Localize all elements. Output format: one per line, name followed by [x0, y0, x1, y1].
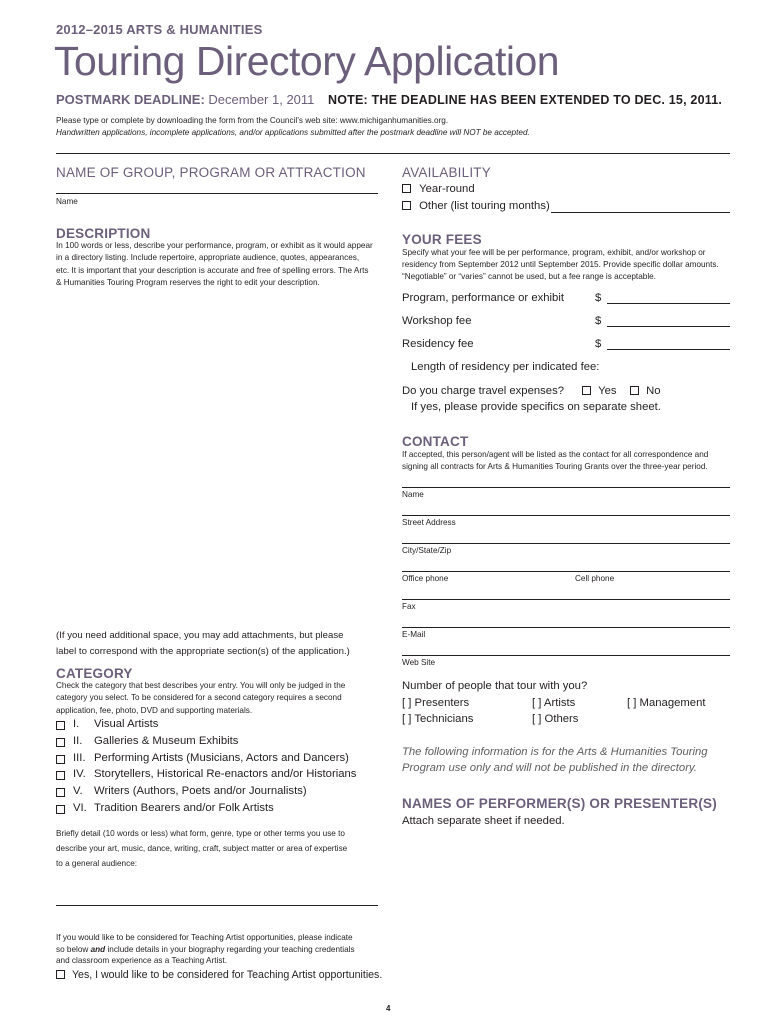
fee-label: Program, performance or exhibit [402, 292, 564, 304]
fax-label: Fax [402, 602, 416, 611]
tour-option-others[interactable]: [ ] Others [532, 713, 579, 725]
contact-name-label: Name [402, 490, 424, 499]
checkbox[interactable] [56, 738, 65, 747]
checkbox[interactable] [402, 184, 411, 193]
residency-length-label: Length of residency per indicated fee: [411, 361, 600, 373]
website-label: Web Site [402, 658, 436, 667]
group-heading: NAME OF GROUP, PROGRAM OR ATTRACTION [56, 165, 366, 180]
category-label: Storytellers, Historical Re-enactors and/or Historians [94, 768, 357, 780]
travel-no-option[interactable] [630, 385, 661, 397]
teaching-line-2c: include details in your biography regarding your teaching credentials [107, 944, 355, 954]
subtitle: 2012–2015 ARTS & HUMANITIES [56, 22, 263, 37]
tour-option-management[interactable]: [ ] Management [627, 697, 706, 709]
category-option-6[interactable] [56, 802, 376, 817]
city-state-zip-field[interactable] [402, 543, 730, 544]
category-option-1[interactable] [56, 718, 376, 733]
availability-heading: AVAILABILITY [402, 165, 491, 180]
performers-area[interactable] [402, 834, 730, 994]
tour-option-presenters[interactable]: [ ] Presenters [402, 697, 470, 709]
group-name-field[interactable] [56, 193, 378, 194]
category-option-5[interactable] [56, 785, 376, 800]
detail-line-1: Briefly detail (10 words or less) what form, genre, type or other terms you use to [56, 829, 345, 838]
internal-note-line-2: Program use only and will not be published in the directory. [402, 762, 697, 774]
checkbox[interactable] [56, 805, 65, 814]
contact-heading: CONTACT [402, 434, 469, 449]
city-state-zip-label: City/State/Zip [402, 546, 452, 555]
dollar-sign: $ [595, 315, 602, 327]
contact-name-field[interactable] [402, 487, 730, 488]
checkbox[interactable] [56, 721, 65, 730]
category-number: I. [73, 718, 80, 730]
no-label: No [646, 385, 661, 397]
group-name-label: Name [56, 197, 78, 206]
teaching-line-2a: so below [56, 944, 89, 954]
checkbox[interactable] [56, 771, 65, 780]
category-label: Galleries & Museum Exhibits [94, 735, 239, 747]
page-title: Touring Directory Application [54, 38, 560, 84]
category-heading: CATEGORY [56, 666, 133, 681]
category-label: Performing Artists (Musicians, Actors and Dancers) [94, 752, 349, 764]
checkbox[interactable] [56, 755, 65, 764]
performers-note: Attach separate sheet if needed. [402, 815, 565, 827]
tour-option-technicians[interactable]: [ ] Technicians [402, 713, 474, 725]
description-area[interactable] [56, 300, 378, 622]
attachments-note-line-2: label to correspond with the appropriate section(s) of the application.) [56, 646, 350, 657]
checkbox[interactable] [56, 970, 65, 979]
phone-field[interactable] [402, 571, 730, 572]
website-field[interactable] [402, 655, 730, 656]
dollar-sign: $ [595, 338, 602, 350]
header-divider [56, 153, 730, 154]
teaching-line-1: If you would like to be considered for Teaching Artist opportunities, please indicate [56, 933, 353, 942]
travel-yes-option[interactable] [582, 385, 617, 397]
checkbox[interactable] [56, 788, 65, 797]
fax-field[interactable] [402, 599, 730, 600]
availability-other[interactable] [402, 200, 550, 212]
travel-followup: If yes, please provide specifics on separate sheet. [411, 401, 661, 413]
teaching-option[interactable] [56, 969, 382, 981]
touring-months-field[interactable] [551, 212, 730, 213]
category-option-2[interactable] [56, 735, 376, 750]
tour-question: Number of people that tour with you? [402, 680, 588, 692]
category-instructions: Check the category that best describes your entry. You will only be judged in the category you select. To be considered for a second category requires a second application, fee, photo, DVD and supporting materials. [56, 681, 346, 715]
office-phone-label: Office phone [402, 574, 449, 583]
teaching-line-2b: and [90, 944, 106, 954]
category-number: VI. [73, 802, 87, 814]
internal-note-line-1: The following information is for the Arts & Humanities Touring [402, 746, 708, 758]
tour-option-artists[interactable]: [ ] Artists [532, 697, 576, 709]
attachments-note [56, 628, 350, 660]
category-label: Writers (Authors, Poets and/or Journalists) [94, 785, 307, 797]
checkbox[interactable] [630, 386, 639, 395]
fees-heading: YOUR FEES [402, 232, 482, 247]
category-number: II. [73, 735, 83, 747]
category-number: III. [73, 752, 86, 764]
detail-answer-field[interactable] [56, 905, 378, 906]
fee-label: Residency fee [402, 338, 474, 350]
page-number: 4 [386, 1004, 391, 1013]
teaching-line-3: and classroom experience as a Teaching Artist. [56, 956, 227, 965]
intro-line-1: Please type or complete by downloading the form from the Council’s web site: www.michiganhumanities.org. [56, 116, 449, 125]
teaching-option-label: Yes, I would like to be considered for Teaching Artist opportunities. [71, 969, 383, 981]
fees-instructions: Specify what your fee will be per performance, program, exhibit, and/or workshop or residency from September 2012 until September 2015. Provide specific dollar amounts. “Negotiable” or “varies” cannot be used, but a fee range is acceptable. [402, 248, 719, 281]
availability-year-round[interactable] [402, 183, 475, 195]
street-address-label: Street Address [402, 518, 456, 527]
category-label: Visual Artists [94, 718, 159, 730]
street-address-field[interactable] [402, 515, 730, 516]
category-option-3[interactable] [56, 752, 376, 767]
teaching-instructions [56, 932, 355, 967]
deadline-line [56, 92, 722, 107]
detail-line-3: to a general audience: [56, 859, 138, 868]
description-instructions: In 100 words or less, describe your performance, program, or exhibit as it would appear in a directory listing. Include repertoire, appropriate audience, quotes, appearances, etc. It is important that your description is accurate and free of spelling errors. The Arts & Humanities Touring Program reserves the right to edit your description. [56, 241, 373, 287]
category-number: V. [73, 785, 83, 797]
deadline-date: December 1, 2011 [208, 92, 315, 107]
category-option-4[interactable] [56, 768, 376, 783]
teaching-line-2 [56, 944, 355, 956]
performers-heading: NAMES OF PERFORMER(S) OR PRESENTER(S) [402, 796, 717, 811]
fee-label: Workshop fee [402, 315, 472, 327]
cell-phone-label: Cell phone [575, 574, 615, 583]
other-label: Other (list touring months) [419, 200, 550, 212]
intro-line-2: Handwritten applications, incomplete applications, and/or applications submitted after the postmark deadline will NOT be accepted. [56, 128, 530, 137]
yes-label: Yes [598, 385, 617, 397]
checkbox[interactable] [402, 201, 411, 210]
workshop-fee-field[interactable] [607, 326, 730, 327]
detail-line-2: describe your art, music, dance, writing, craft, subject matter or area of expertise [56, 844, 348, 853]
checkbox[interactable] [582, 386, 591, 395]
email-field[interactable] [402, 627, 730, 628]
attachments-note-line-1: (If you need additional space, you may add attachments, but please [56, 630, 344, 641]
dollar-sign: $ [595, 292, 602, 304]
year-round-label: Year-round [419, 183, 475, 195]
deadline-label: POSTMARK DEADLINE: [56, 92, 205, 107]
category-label: Tradition Bearers and/or Folk Artists [94, 802, 274, 814]
travel-question: Do you charge travel expenses? [402, 385, 565, 397]
program-fee-field[interactable] [607, 303, 730, 304]
contact-instructions: If accepted, this person/agent will be listed as the contact for all correspondence and signing all contracts for Arts & Humanities Touring Grants over the three-year period. [402, 450, 709, 471]
category-number: IV. [73, 768, 86, 780]
detail-instructions [56, 826, 347, 871]
email-label: E-Mail [402, 630, 426, 639]
residency-fee-field[interactable] [607, 349, 730, 350]
deadline-note: NOTE: THE DEADLINE HAS BEEN EXTENDED TO DEC. 15, 2011. [328, 93, 723, 107]
description-heading: DESCRIPTION [56, 226, 151, 241]
